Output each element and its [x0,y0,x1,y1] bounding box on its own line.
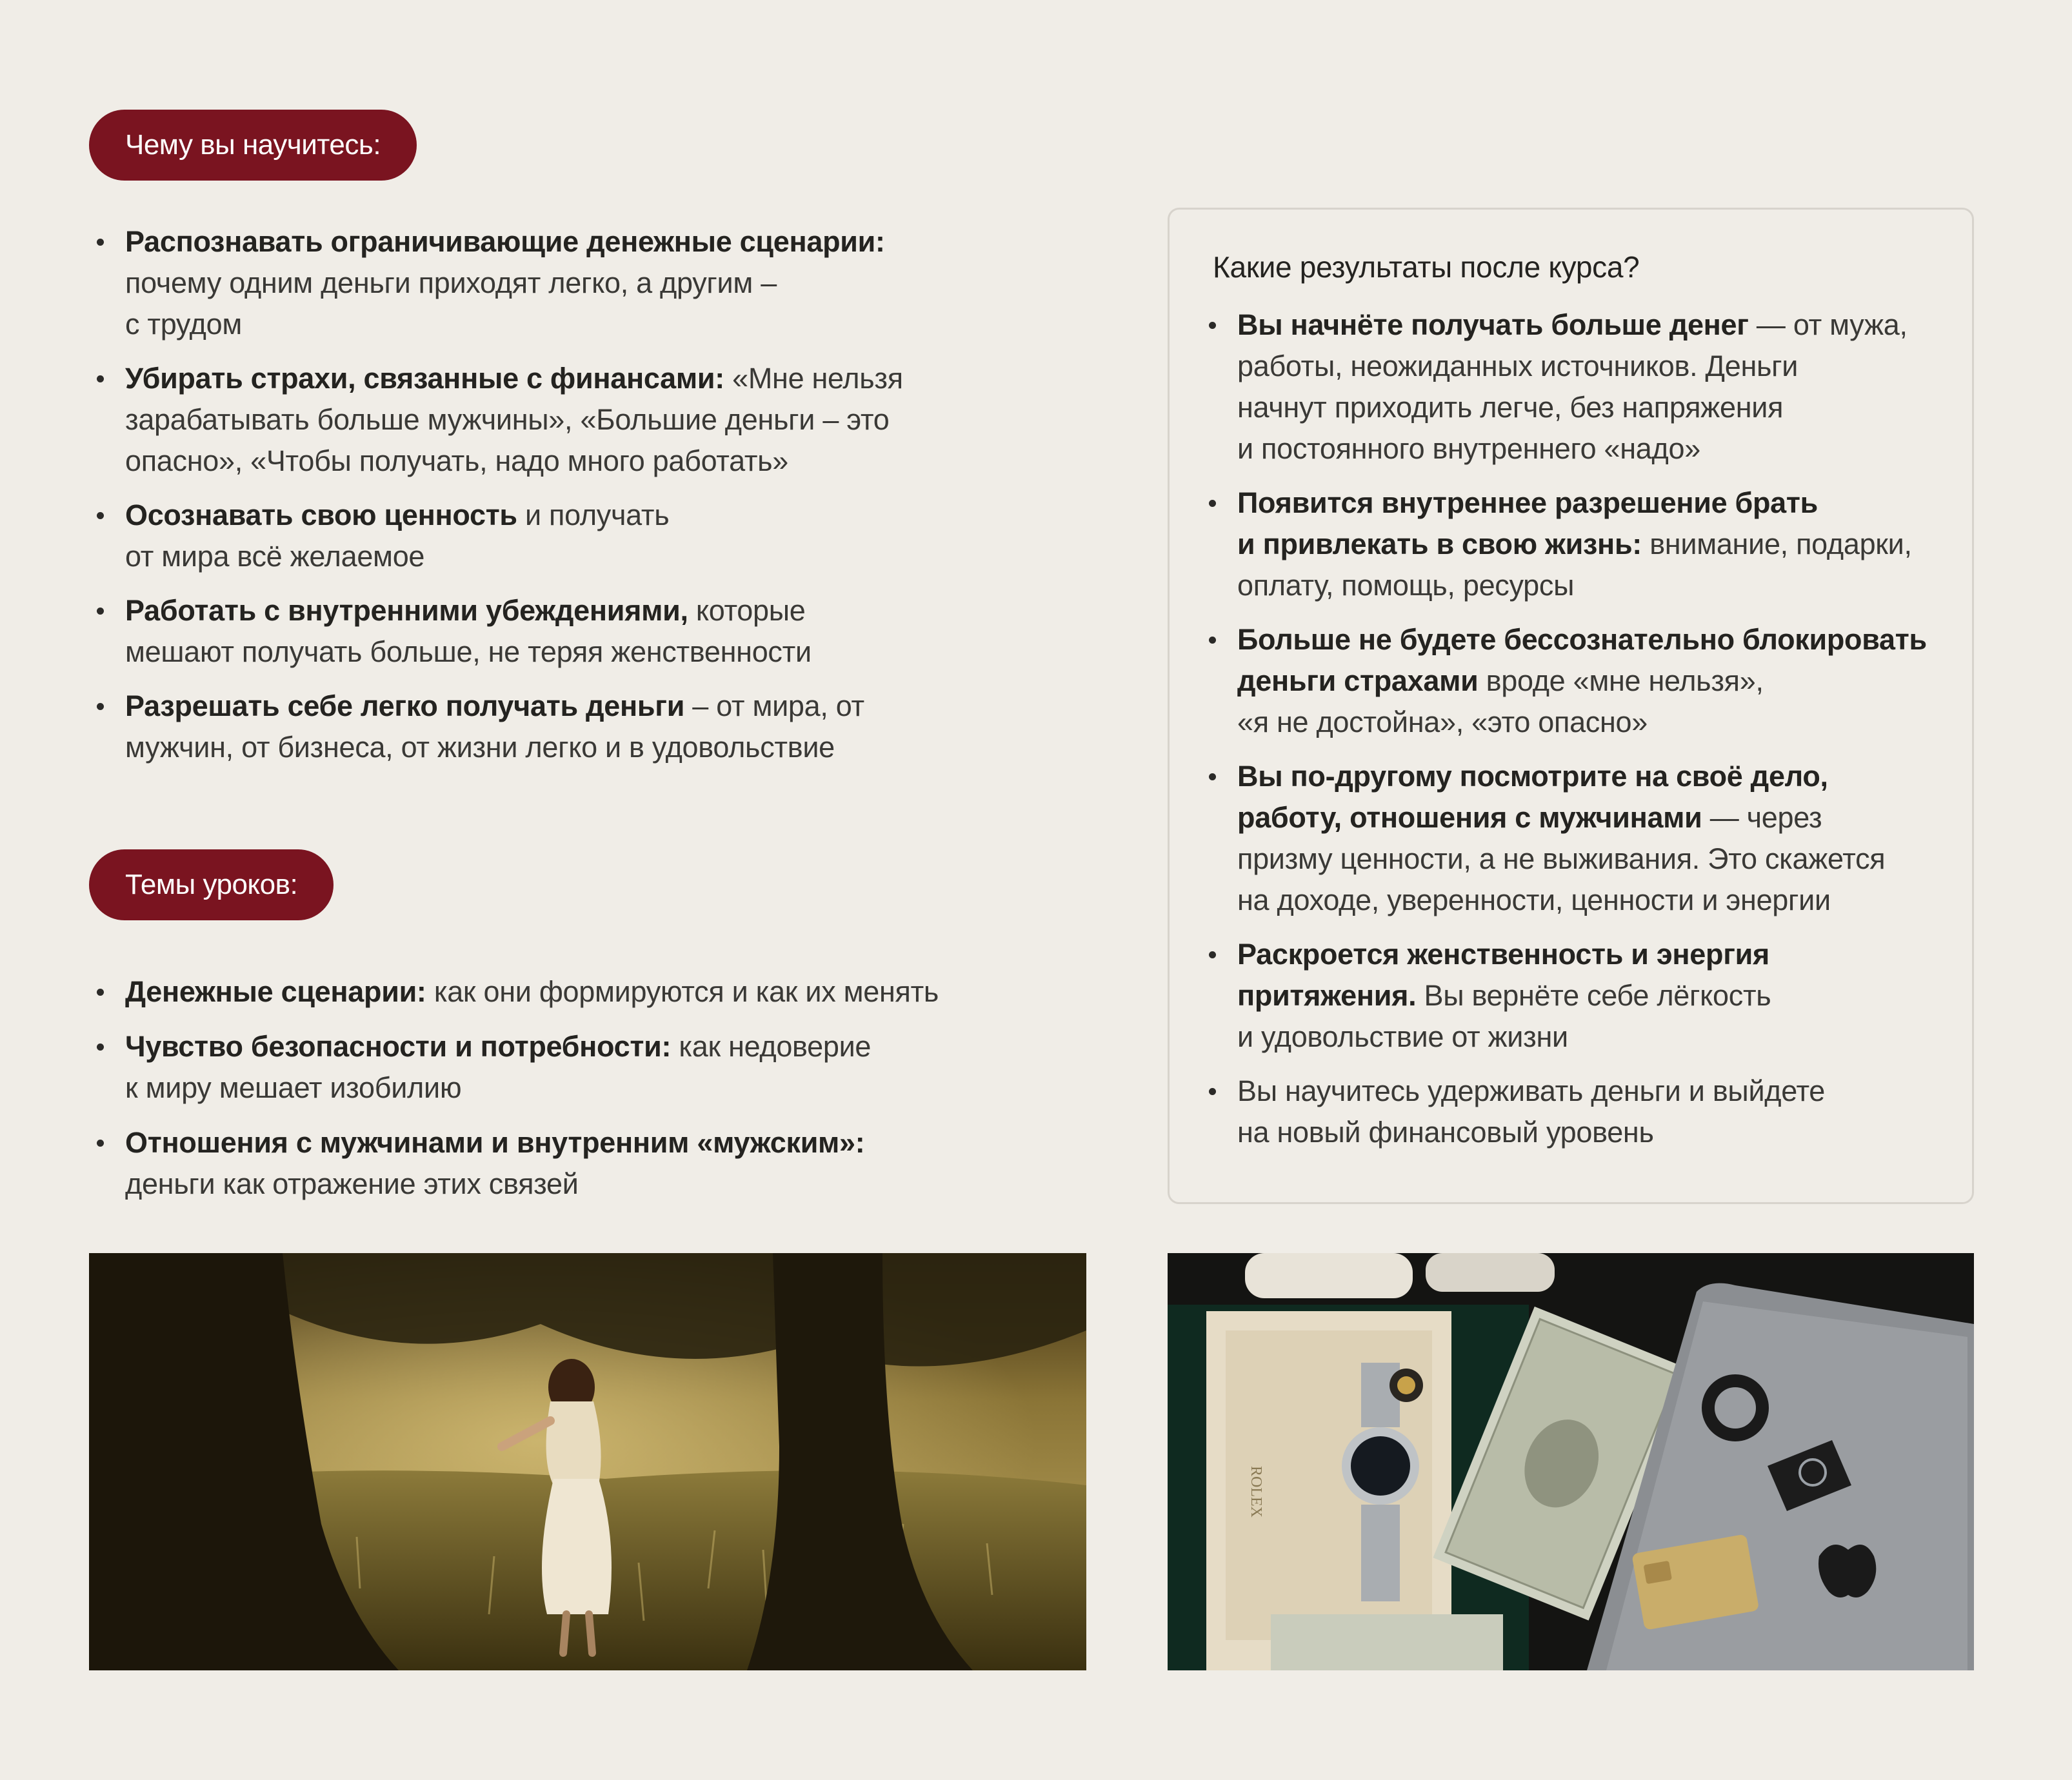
list-item-bold-text: и привлекать в свою жизнь: [1237,528,1642,560]
list-item [92,971,1091,1013]
list-item-text: «Мне нельзя [724,362,903,395]
list-item-line [1237,482,1958,524]
list-item-text: которые [688,594,806,627]
list-item [92,495,1059,577]
list-item-text: и получать [517,499,670,531]
list-item-bold-text: Отношения с мужчинами и внутренним «мужским»: [125,1126,865,1159]
list-item-bold-text: Больше не будете бессознательно блокировать [1237,623,1927,656]
list-item-line [1237,880,1958,921]
list-item [1204,619,1958,743]
learn-list [92,221,1059,768]
list-item-line [1237,346,1958,387]
list-item [92,1122,1091,1205]
list-item-line [1237,1016,1958,1058]
list-item-text: от мира всё желаемое [125,540,425,573]
list-item-text: почему одним деньги приходят легко, а другим – [125,266,777,299]
list-item-line [125,1067,1091,1109]
list-item-line [1237,934,1958,975]
list-item-line [1237,304,1958,346]
list-item-text: как они формируются и как их менять [426,975,939,1008]
list-item [92,686,1059,768]
list-item-line [1237,565,1958,606]
list-item [92,1026,1091,1109]
list-item-line [125,221,1059,262]
list-item-text: на новый финансовый уровень [1237,1116,1654,1149]
list-item-line [125,727,1059,768]
list-item-bold-text: Распознавать ограничивающие денежные сценарии: [125,225,885,258]
list-item-line [1237,660,1958,702]
list-item-text: с трудом [125,308,242,341]
list-item-bold-text: Работать с внутренними убеждениями, [125,594,688,627]
list-item-text: деньги как отражение этих связей [125,1167,579,1200]
list-item [92,358,1059,482]
list-item-bold-text: Появится внутреннее разрешение брать [1237,486,1818,519]
list-item-line [1237,797,1958,838]
list-item-text: — от мужа, [1748,308,1908,341]
list-item-line [1237,524,1958,565]
list-item-text: оплату, помощь, ресурсы [1237,569,1575,602]
list-item-line [1237,756,1958,797]
list-item [92,590,1059,673]
list-item-text: мешают получать больше, не теряя женственности [125,635,812,668]
list-item-bold-text: Вы по-другому посмотрите на своё дело, [1237,760,1828,793]
list-item-line [1237,838,1958,880]
list-item-line [125,358,1059,399]
list-item-line [125,590,1059,631]
list-item-line [125,440,1059,482]
list-item-bold-text: Чувство безопасности и потребности: [125,1030,672,1063]
list-item-line [1237,975,1958,1016]
woman-in-meadow-photo [89,1253,1086,1670]
list-item-line [1237,387,1958,428]
list-item-text: опасно», «Чтобы получать, надо много работать» [125,444,789,477]
list-item-bold-text: Разрешать себе легко получать деньги [125,689,685,722]
list-item-line [125,686,1059,727]
list-item-bold-text: Раскроется женственность и энергия [1237,938,1769,971]
list-item-line [125,1163,1091,1205]
list-item-text: как недоверие [671,1030,872,1063]
list-item-line [1237,428,1958,470]
list-item-text: начнут приходить легче, без напряжения [1237,391,1784,424]
list-item-text: — через [1702,801,1822,834]
list-item-bold-text: Осознавать свою ценность [125,499,517,531]
list-item-bold-text: деньги страхами [1237,664,1479,697]
money-watch-laptop-photo [1168,1253,1974,1670]
list-item-text: к миру мешает изобилию [125,1071,462,1104]
list-item-bold-text: Вы начнёте получать больше денег [1237,308,1749,341]
list-item-text: и удовольствие от жизни [1237,1020,1568,1053]
list-item-bold-text: работу, отношения с мужчинами [1237,801,1702,834]
list-item [1204,1071,1958,1153]
list-item-text: призму ценности, а не выживания. Это скажется [1237,842,1886,875]
topics-section-pill: Темы уроков: [89,849,334,920]
rolex-logo: ROLEX [1248,1466,1264,1518]
list-item-text: и постоянного внутреннего «надо» [1237,432,1700,465]
list-item-line [125,399,1059,440]
list-item-line [1237,702,1958,743]
list-item [92,221,1059,345]
list-item-text: – от мира, от [684,689,864,722]
list-item-text: Вы научитесь удерживать деньги и выйдете [1237,1074,1826,1107]
list-item-line [125,1026,1091,1067]
list-item-line [125,536,1059,577]
list-item-text: вроде «мне нельзя», [1478,664,1764,697]
results-list [1204,304,1958,1153]
list-item-text: Вы вернёте себе лёгкость [1416,979,1771,1012]
list-item-bold-text: Денежные сценарии: [125,975,426,1008]
list-item-bold-text: притяжения. [1237,979,1417,1012]
list-item [1204,756,1958,921]
list-item [1204,934,1958,1058]
learn-section-pill: Чему вы научитесь: [89,110,417,181]
list-item-text: внимание, подарки, [1642,528,1912,560]
list-item-text: на доходе, уверенности, ценности и энергии [1237,884,1831,916]
list-item [1204,304,1958,470]
list-item-text: «я не достойна», «это опасно» [1237,706,1648,738]
list-item-line [125,304,1059,345]
list-item-line [125,495,1059,536]
list-item [1204,482,1958,606]
list-item-bold-text: Убирать страхи, связанные с финансами: [125,362,724,395]
list-item-line [1237,619,1958,660]
topics-list [92,971,1091,1205]
results-title: Какие результаты после курса? [1213,250,1640,284]
list-item-text: мужчин, от бизнеса, от жизни легко и в удовольствие [125,731,835,764]
list-item-text: работы, неожиданных источников. Деньги [1237,350,1798,382]
list-item-line [1237,1071,1958,1112]
list-item-line [125,262,1059,304]
list-item-line [125,631,1059,673]
list-item-line [1237,1112,1958,1153]
list-item-line [125,1122,1091,1163]
list-item-line [125,971,1091,1013]
list-item-text: зарабатывать больше мужчины», «Большие деньги – это [125,403,890,436]
